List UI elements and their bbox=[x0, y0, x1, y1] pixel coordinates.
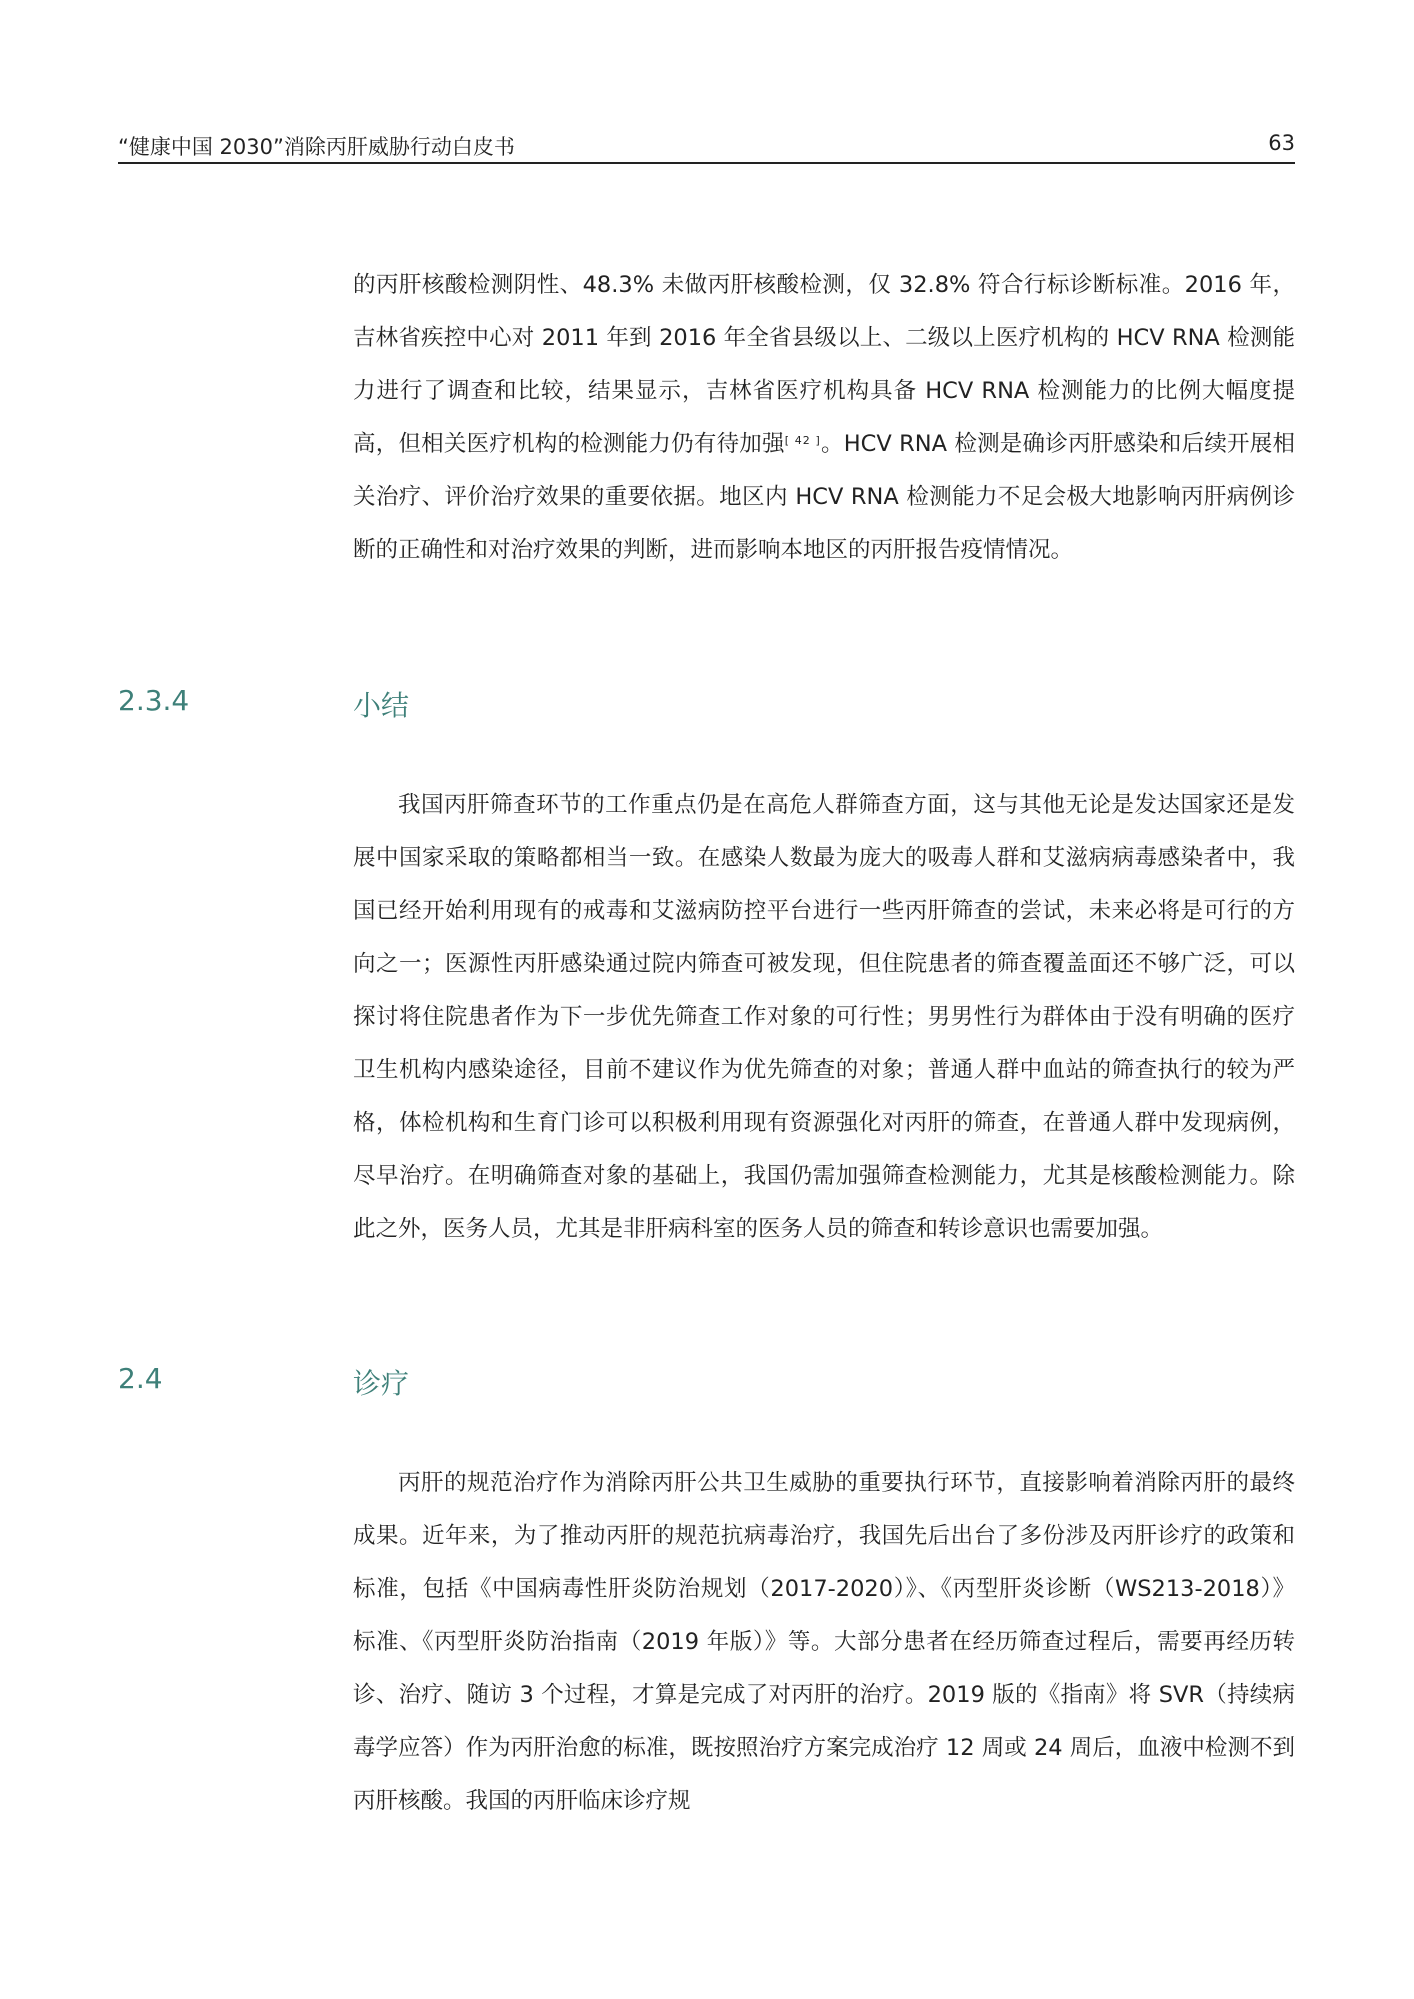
summary-block bbox=[353, 779, 1295, 1256]
treatment-block bbox=[353, 1457, 1295, 1828]
section-number-2-4: 2.4 bbox=[118, 1362, 163, 1395]
intro-paragraph bbox=[353, 259, 1295, 577]
section-title-diagnosis-treatment: 诊疗 bbox=[353, 1367, 410, 1400]
summary-paragraph: 我国丙肝筛查环节的工作重点仍是在高危人群筛查方面，这与其他无论是发达国家还是发展中国家采取的策略都相当一致。在感染人数最为庞大的吸毒人群和艾滋病病毒感染者中，我国已经开始利用现有的戒毒和艾滋病防控平台进行一些丙肝筛查的尝试，未来必将是可行的方向之一；医源性丙肝感染通过院内筛查可被发现，但住院患者的筛查覆盖面还不够广泛，可以探讨将住院患者作为下一步优先筛查工作对象的可行性；男男性行为群体由于没有明确的医疗卫生机构内感染途径，目前不建议作为优先筛查的对象；普通人群中血站的筛查执行的较为严格，体检机构和生育门诊可以积极利用现有资源强化对丙肝的筛查，在普通人群中发现病例，尽早治疗。在明确筛查对象的基础上，我国仍需加强筛查检测能力，尤其是核酸检测能力。除此之外，医务人员，尤其是非肝病科室的医务人员的筛查和转诊意识也需要加强。 bbox=[353, 792, 1295, 1242]
treatment-paragraph: 丙肝的规范治疗作为消除丙肝公共卫生威胁的重要执行环节，直接影响着消除丙肝的最终成果。近年来，为了推动丙肝的规范抗病毒治疗，我国先后出台了多份涉及丙肝诊疗的政策和标准，包括《中国病毒性肝炎防治规划（2017-2020）》、《丙型肝炎诊断（WS213-2018）》标准、《丙型肝炎防治指南（2019 年版）》等。大部分患者在经历筛查过程后，需要再经历转诊、治疗、随访 3 个过程，才算是完成了对丙肝的治疗。2019 版的《指南》将 SVR（持续病毒学应答）作为丙肝治愈的标准，既按照治疗方案完成治疗 12 周或 24 周后，血液中检测不到丙肝核酸。我国的丙肝临床诊疗规 bbox=[353, 1470, 1295, 1814]
intro-text-part2: 。HCV RNA 检测是确诊丙肝感染和后续开展相关治疗、评价治疗效果的重要依据。地区内 HCV RNA 检测能力不足会极大地影响丙肝病例诊断的正确性和对治疗效果的判断，进而影响本地区的丙肝报告疫情情况。 bbox=[353, 431, 1295, 563]
intro-text-part1: 的丙肝核酸检测阴性、48.3% 未做丙肝核酸检测，仅 32.8% 符合行标诊断标准。2016 年，吉林省疾控中心对 2011 年到 2016 年全省县级以上、二级以上医疗机构的 HCV RNA 检测能力进行了调查和比较，结果显示，吉林省医疗机构具备 HCV RNA 检测能力的比例大幅度提高，但相关医疗机构的检测能力仍有待加强 bbox=[353, 272, 1295, 457]
section-number-2-3-4: 2.3.4 bbox=[118, 684, 190, 717]
citation-ref[interactable]: [ 42 ] bbox=[784, 434, 821, 447]
page-number: 63 bbox=[1268, 131, 1295, 155]
document-title: “健康中国 2030”消除丙肝威胁行动白皮书 bbox=[118, 135, 515, 159]
page-header bbox=[118, 129, 1295, 164]
intro-block bbox=[353, 259, 1295, 577]
section-title-summary: 小结 bbox=[353, 689, 410, 722]
